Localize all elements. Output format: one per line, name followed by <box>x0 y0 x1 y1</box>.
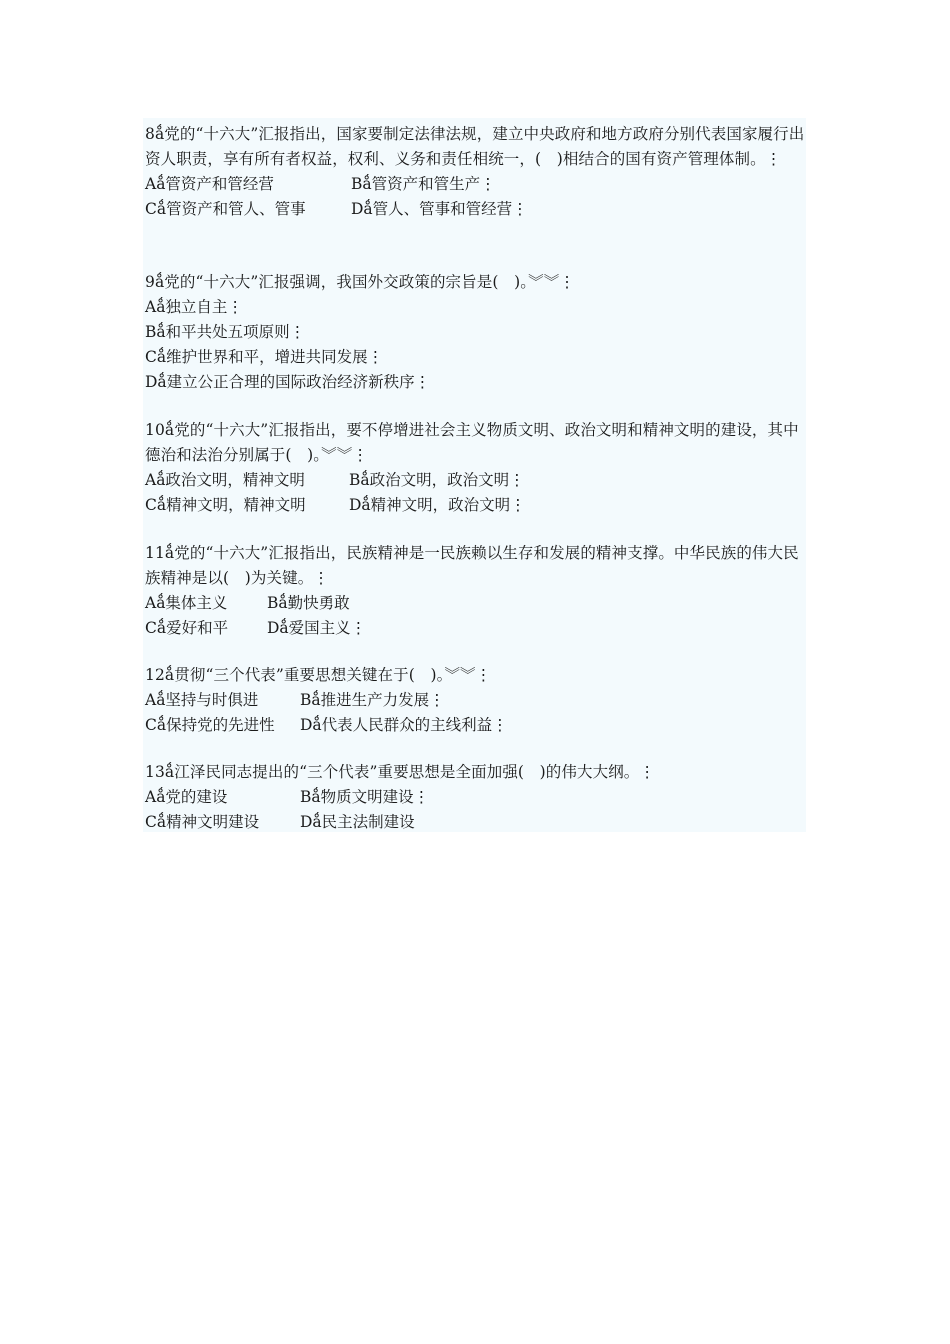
option-c: Cǻ维护世界和平，增进共同发展⋮ <box>145 348 384 366</box>
option-row <box>145 785 807 810</box>
option-c: Cǻ管资产和管人、管事 <box>145 200 306 218</box>
option-b: Bǻ政治文明，政治文明⋮ <box>349 471 525 489</box>
question-11 <box>145 541 807 641</box>
option-row <box>145 616 807 641</box>
option-row <box>145 468 807 493</box>
option-a: Aǻ党的建设 <box>145 788 228 806</box>
question-stem: 11ǻ党的“十六大”汇报指出，民族精神是一民族赖以生存和发展的精神支撑。中华民族的伟大民族精神是以( )为关键。⋮ <box>145 544 799 587</box>
option-row <box>145 493 807 518</box>
option-row <box>145 197 807 222</box>
question-13 <box>145 760 807 835</box>
option-c: Cǻ爱好和平 <box>145 619 229 637</box>
option-row <box>145 810 807 835</box>
question-9 <box>145 270 807 395</box>
option-b: Bǻ物质文明建设⋮ <box>300 788 430 806</box>
option-b: Bǻ和平共处五项原则⋮ <box>145 323 306 341</box>
option-d: Dǻ民主法制建设 <box>300 813 415 831</box>
question-list <box>143 118 806 832</box>
option-row <box>145 713 807 738</box>
option-d: Dǻ建立公正合理的国际政治经济新秩序⋮ <box>145 373 431 391</box>
option-d: Dǻ管人、管事和管经营⋮ <box>351 200 528 218</box>
option-d: Dǻ代表人民群众的主线利益⋮ <box>300 716 508 734</box>
option-row <box>145 688 807 713</box>
option-a: Aǻ管资产和管经营 <box>145 175 274 193</box>
question-stem: 13ǻ江泽民同志提出的“三个代表”重要思想是全面加强( )的伟大大纲。⋮ <box>145 763 656 781</box>
question-stem: 10ǻ党的“十六大”汇报指出，要不停增进社会主义物质文明、政治文明和精神文明的建设，其中德治和法治分别属于( )。︾︾⋮ <box>145 421 799 464</box>
option-c: Cǻ精神文明建设 <box>145 813 260 831</box>
option-b: Bǻ推进生产力发展⋮ <box>300 691 445 709</box>
option-a: Aǻ政治文明，精神文明 <box>145 471 305 489</box>
option-c: Cǻ精神文明，精神文明 <box>145 496 306 514</box>
question-10 <box>145 418 807 518</box>
option-c: Cǻ保持党的先进性 <box>145 716 275 734</box>
option-b: Bǻ勤快勇敢 <box>267 594 350 612</box>
option-b: Bǻ管资产和管生产⋮ <box>351 175 496 193</box>
question-8 <box>145 122 807 222</box>
option-d: Dǻ爱国主义⋮ <box>267 619 367 637</box>
option-row <box>145 172 807 197</box>
option-a: Aǻ集体主义 <box>145 594 228 612</box>
question-stem: 12ǻ贯彻“三个代表”重要思想关键在于( )。︾︾⋮ <box>145 666 492 684</box>
option-a: Aǻ坚持与时俱进 <box>145 691 259 709</box>
option-d: Dǻ精神文明，政治文明⋮ <box>349 496 526 514</box>
question-stem: 8ǻ党的“十六大”汇报指出，国家要制定法律法规，建立中央政府和地方政府分别代表国家履行出资人职责，享有所有者权益，权利、义务和责任相统一，( )相结合的国有资产管理体制。⋮ <box>145 125 805 168</box>
question-12 <box>145 663 807 738</box>
option-row <box>145 591 807 616</box>
question-stem: 9ǻ党的“十六大”汇报强调，我国外交政策的宗旨是( )。︾︾⋮ <box>145 273 575 291</box>
option-a: Aǻ独立自主⋮ <box>145 298 243 316</box>
